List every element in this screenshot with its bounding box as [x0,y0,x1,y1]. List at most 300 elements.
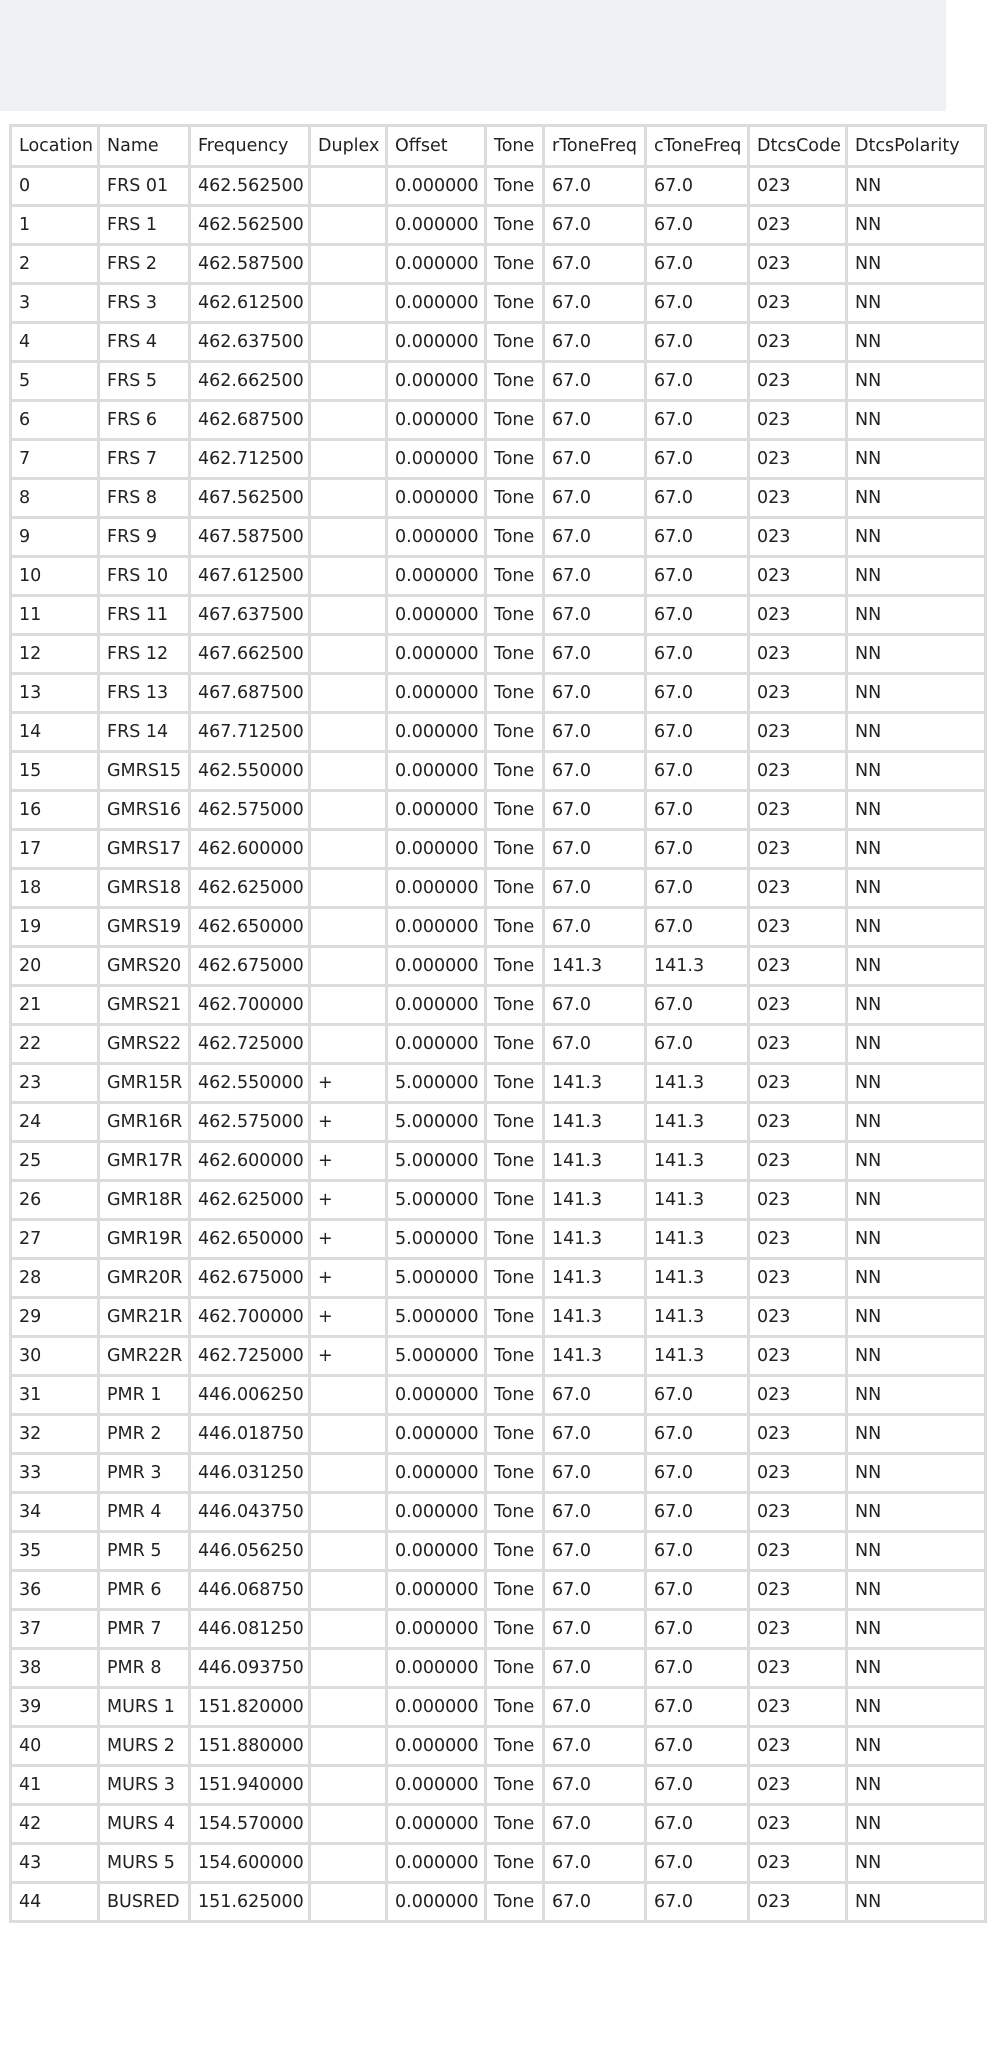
table-row[interactable] [11,947,986,986]
cell-dtcscode[interactable]: 023 [749,1376,847,1415]
cell-duplex[interactable] [310,1649,387,1688]
cell-tone[interactable]: Tone [486,440,544,479]
cell-dtcspolarity[interactable]: NN [847,284,986,323]
cell-name[interactable]: PMR 6 [99,1571,190,1610]
cell-offset[interactable]: 0.000000 [387,1415,486,1454]
cell-name[interactable]: FRS 4 [99,323,190,362]
cell-name[interactable]: PMR 4 [99,1493,190,1532]
cell-rtonefreq[interactable]: 67.0 [544,1844,646,1883]
cell-rtonefreq[interactable]: 67.0 [544,908,646,947]
cell-frequency[interactable]: 462.675000 [190,947,310,986]
cell-name[interactable]: GMR16R [99,1103,190,1142]
cell-dtcspolarity[interactable]: NN [847,1337,986,1376]
cell-duplex[interactable] [310,440,387,479]
cell-offset[interactable]: 0.000000 [387,206,486,245]
cell-rtonefreq[interactable]: 67.0 [544,440,646,479]
cell-dtcspolarity[interactable]: NN [847,674,986,713]
cell-ctonefreq[interactable]: 67.0 [646,1610,749,1649]
cell-location[interactable]: 39 [11,1688,99,1727]
cell-dtcspolarity[interactable]: NN [847,1727,986,1766]
table-row[interactable] [11,908,986,947]
cell-dtcspolarity[interactable]: NN [847,713,986,752]
col-header-rtonefreq[interactable]: rToneFreq [544,126,646,167]
cell-dtcscode[interactable]: 023 [749,986,847,1025]
cell-name[interactable]: FRS 12 [99,635,190,674]
cell-ctonefreq[interactable]: 67.0 [646,518,749,557]
cell-name[interactable]: GMR17R [99,1142,190,1181]
cell-tone[interactable]: Tone [486,1688,544,1727]
cell-dtcspolarity[interactable]: NN [847,518,986,557]
cell-tone[interactable]: Tone [486,1883,544,1922]
cell-name[interactable]: FRS 01 [99,167,190,206]
cell-frequency[interactable]: 462.600000 [190,830,310,869]
cell-location[interactable]: 15 [11,752,99,791]
cell-dtcscode[interactable]: 023 [749,167,847,206]
cell-ctonefreq[interactable]: 67.0 [646,1727,749,1766]
cell-rtonefreq[interactable]: 67.0 [544,1649,646,1688]
cell-frequency[interactable]: 467.612500 [190,557,310,596]
cell-dtcspolarity[interactable]: NN [847,1415,986,1454]
cell-frequency[interactable]: 446.043750 [190,1493,310,1532]
cell-tone[interactable]: Tone [486,1298,544,1337]
cell-rtonefreq[interactable]: 67.0 [544,1883,646,1922]
cell-tone[interactable]: Tone [486,323,544,362]
cell-dtcscode[interactable]: 023 [749,1766,847,1805]
cell-rtonefreq[interactable]: 67.0 [544,323,646,362]
cell-offset[interactable]: 0.000000 [387,1610,486,1649]
cell-name[interactable]: GMR20R [99,1259,190,1298]
cell-duplex[interactable] [310,713,387,752]
cell-ctonefreq[interactable]: 67.0 [646,869,749,908]
cell-offset[interactable]: 0.000000 [387,401,486,440]
cell-dtcscode[interactable]: 023 [749,401,847,440]
cell-name[interactable]: GMRS21 [99,986,190,1025]
cell-location[interactable]: 7 [11,440,99,479]
cell-dtcscode[interactable]: 023 [749,362,847,401]
cell-dtcscode[interactable]: 023 [749,713,847,752]
cell-dtcspolarity[interactable]: NN [847,557,986,596]
cell-dtcscode[interactable]: 023 [749,674,847,713]
cell-location[interactable]: 22 [11,1025,99,1064]
cell-tone[interactable]: Tone [486,1142,544,1181]
cell-dtcspolarity[interactable]: NN [847,206,986,245]
cell-location[interactable]: 41 [11,1766,99,1805]
cell-name[interactable]: PMR 3 [99,1454,190,1493]
cell-dtcspolarity[interactable]: NN [847,1376,986,1415]
cell-tone[interactable]: Tone [486,635,544,674]
table-row[interactable] [11,557,986,596]
table-row[interactable] [11,1649,986,1688]
table-row[interactable] [11,869,986,908]
cell-frequency[interactable]: 446.031250 [190,1454,310,1493]
cell-location[interactable]: 30 [11,1337,99,1376]
cell-tone[interactable]: Tone [486,1571,544,1610]
cell-tone[interactable]: Tone [486,1103,544,1142]
cell-tone[interactable]: Tone [486,284,544,323]
cell-name[interactable]: MURS 3 [99,1766,190,1805]
cell-offset[interactable]: 0.000000 [387,752,486,791]
cell-dtcscode[interactable]: 023 [749,1259,847,1298]
cell-dtcscode[interactable]: 023 [749,869,847,908]
cell-location[interactable]: 3 [11,284,99,323]
cell-rtonefreq[interactable]: 141.3 [544,947,646,986]
cell-tone[interactable]: Tone [486,869,544,908]
cell-tone[interactable]: Tone [486,1220,544,1259]
cell-duplex[interactable]: + [310,1142,387,1181]
cell-offset[interactable]: 0.000000 [387,1688,486,1727]
col-header-name[interactable]: Name [99,126,190,167]
cell-rtonefreq[interactable]: 67.0 [544,869,646,908]
cell-ctonefreq[interactable]: 141.3 [646,1220,749,1259]
cell-rtonefreq[interactable]: 67.0 [544,791,646,830]
cell-dtcscode[interactable]: 023 [749,596,847,635]
cell-frequency[interactable]: 462.562500 [190,206,310,245]
table-row[interactable] [11,284,986,323]
cell-offset[interactable]: 0.000000 [387,245,486,284]
cell-location[interactable]: 28 [11,1259,99,1298]
col-header-frequency[interactable]: Frequency [190,126,310,167]
cell-offset[interactable]: 0.000000 [387,1532,486,1571]
cell-tone[interactable]: Tone [486,1181,544,1220]
cell-duplex[interactable] [310,206,387,245]
cell-tone[interactable]: Tone [486,1610,544,1649]
cell-duplex[interactable] [310,284,387,323]
cell-ctonefreq[interactable]: 67.0 [646,1415,749,1454]
table-row[interactable] [11,1766,986,1805]
cell-location[interactable]: 18 [11,869,99,908]
cell-name[interactable]: GMR22R [99,1337,190,1376]
cell-name[interactable]: FRS 1 [99,206,190,245]
cell-dtcspolarity[interactable]: NN [847,869,986,908]
cell-rtonefreq[interactable]: 141.3 [544,1337,646,1376]
cell-dtcspolarity[interactable]: NN [847,167,986,206]
cell-ctonefreq[interactable]: 67.0 [646,362,749,401]
cell-rtonefreq[interactable]: 67.0 [544,167,646,206]
cell-location[interactable]: 2 [11,245,99,284]
cell-ctonefreq[interactable]: 141.3 [646,1298,749,1337]
cell-name[interactable]: GMRS16 [99,791,190,830]
cell-name[interactable]: FRS 11 [99,596,190,635]
cell-ctonefreq[interactable]: 67.0 [646,206,749,245]
cell-dtcspolarity[interactable]: NN [847,1259,986,1298]
cell-dtcspolarity[interactable]: NN [847,1766,986,1805]
cell-rtonefreq[interactable]: 141.3 [544,1142,646,1181]
col-header-offset[interactable]: Offset [387,126,486,167]
cell-ctonefreq[interactable]: 67.0 [646,791,749,830]
cell-name[interactable]: MURS 5 [99,1844,190,1883]
cell-name[interactable]: FRS 8 [99,479,190,518]
cell-offset[interactable]: 0.000000 [387,167,486,206]
table-row[interactable] [11,830,986,869]
cell-location[interactable]: 43 [11,1844,99,1883]
cell-ctonefreq[interactable]: 67.0 [646,1493,749,1532]
cell-rtonefreq[interactable]: 67.0 [544,635,646,674]
cell-rtonefreq[interactable]: 141.3 [544,1220,646,1259]
cell-name[interactable]: GMRS19 [99,908,190,947]
cell-ctonefreq[interactable]: 67.0 [646,440,749,479]
cell-name[interactable]: GMRS18 [99,869,190,908]
cell-duplex[interactable] [310,596,387,635]
cell-tone[interactable]: Tone [486,1805,544,1844]
cell-frequency[interactable]: 462.700000 [190,1298,310,1337]
table-row[interactable] [11,1454,986,1493]
cell-location[interactable]: 44 [11,1883,99,1922]
cell-location[interactable]: 16 [11,791,99,830]
cell-rtonefreq[interactable]: 141.3 [544,1298,646,1337]
cell-name[interactable]: FRS 7 [99,440,190,479]
cell-frequency[interactable]: 446.006250 [190,1376,310,1415]
cell-frequency[interactable]: 462.650000 [190,1220,310,1259]
cell-duplex[interactable] [310,1766,387,1805]
cell-offset[interactable]: 0.000000 [387,869,486,908]
cell-dtcspolarity[interactable]: NN [847,947,986,986]
cell-duplex[interactable]: + [310,1220,387,1259]
cell-dtcscode[interactable]: 023 [749,1142,847,1181]
cell-location[interactable]: 6 [11,401,99,440]
cell-duplex[interactable] [310,1025,387,1064]
table-row[interactable] [11,206,986,245]
cell-offset[interactable]: 0.000000 [387,1883,486,1922]
cell-offset[interactable]: 0.000000 [387,1493,486,1532]
cell-name[interactable]: MURS 2 [99,1727,190,1766]
cell-ctonefreq[interactable]: 67.0 [646,1025,749,1064]
cell-frequency[interactable]: 462.575000 [190,791,310,830]
cell-name[interactable]: PMR 2 [99,1415,190,1454]
cell-location[interactable]: 29 [11,1298,99,1337]
cell-duplex[interactable] [310,1571,387,1610]
cell-frequency[interactable]: 462.587500 [190,245,310,284]
cell-offset[interactable]: 5.000000 [387,1064,486,1103]
cell-frequency[interactable]: 462.700000 [190,986,310,1025]
cell-duplex[interactable] [310,1610,387,1649]
cell-offset[interactable]: 0.000000 [387,674,486,713]
cell-rtonefreq[interactable]: 67.0 [544,245,646,284]
cell-rtonefreq[interactable]: 141.3 [544,1064,646,1103]
cell-offset[interactable]: 0.000000 [387,596,486,635]
cell-offset[interactable]: 0.000000 [387,362,486,401]
cell-dtcspolarity[interactable]: NN [847,323,986,362]
cell-location[interactable]: 20 [11,947,99,986]
table-row[interactable] [11,1298,986,1337]
cell-duplex[interactable] [310,1493,387,1532]
cell-dtcscode[interactable]: 023 [749,791,847,830]
cell-location[interactable]: 17 [11,830,99,869]
cell-tone[interactable]: Tone [486,167,544,206]
cell-location[interactable]: 36 [11,1571,99,1610]
cell-rtonefreq[interactable]: 67.0 [544,206,646,245]
cell-ctonefreq[interactable]: 141.3 [646,1259,749,1298]
cell-tone[interactable]: Tone [486,1337,544,1376]
cell-name[interactable]: FRS 3 [99,284,190,323]
cell-offset[interactable]: 0.000000 [387,1844,486,1883]
cell-dtcspolarity[interactable]: NN [847,1025,986,1064]
cell-rtonefreq[interactable]: 67.0 [544,1610,646,1649]
cell-duplex[interactable] [310,830,387,869]
cell-tone[interactable]: Tone [486,479,544,518]
cell-rtonefreq[interactable]: 67.0 [544,1415,646,1454]
cell-frequency[interactable]: 446.093750 [190,1649,310,1688]
cell-dtcspolarity[interactable]: NN [847,1805,986,1844]
cell-ctonefreq[interactable]: 67.0 [646,1766,749,1805]
cell-rtonefreq[interactable]: 67.0 [544,830,646,869]
cell-name[interactable]: PMR 1 [99,1376,190,1415]
cell-dtcspolarity[interactable]: NN [847,440,986,479]
cell-dtcscode[interactable]: 023 [749,1415,847,1454]
cell-tone[interactable]: Tone [486,596,544,635]
cell-ctonefreq[interactable]: 67.0 [646,323,749,362]
cell-dtcspolarity[interactable]: NN [847,752,986,791]
table-row[interactable] [11,674,986,713]
cell-ctonefreq[interactable]: 67.0 [646,1454,749,1493]
cell-ctonefreq[interactable]: 67.0 [646,1844,749,1883]
cell-dtcscode[interactable]: 023 [749,557,847,596]
cell-rtonefreq[interactable]: 67.0 [544,1454,646,1493]
cell-name[interactable]: PMR 5 [99,1532,190,1571]
cell-location[interactable]: 33 [11,1454,99,1493]
cell-name[interactable]: GMRS22 [99,1025,190,1064]
cell-dtcscode[interactable]: 023 [749,1220,847,1259]
cell-offset[interactable]: 5.000000 [387,1181,486,1220]
cell-dtcscode[interactable]: 023 [749,1610,847,1649]
cell-duplex[interactable] [310,323,387,362]
cell-duplex[interactable] [310,635,387,674]
cell-frequency[interactable]: 462.625000 [190,869,310,908]
cell-duplex[interactable]: + [310,1064,387,1103]
cell-ctonefreq[interactable]: 67.0 [646,167,749,206]
cell-offset[interactable]: 0.000000 [387,635,486,674]
table-row[interactable] [11,752,986,791]
cell-location[interactable]: 37 [11,1610,99,1649]
cell-ctonefreq[interactable]: 67.0 [646,1688,749,1727]
cell-name[interactable]: FRS 10 [99,557,190,596]
cell-dtcspolarity[interactable]: NN [847,1571,986,1610]
cell-dtcscode[interactable]: 023 [749,1727,847,1766]
cell-dtcscode[interactable]: 023 [749,1571,847,1610]
table-row[interactable] [11,167,986,206]
cell-rtonefreq[interactable]: 67.0 [544,1688,646,1727]
cell-tone[interactable]: Tone [486,1493,544,1532]
cell-name[interactable]: GMR21R [99,1298,190,1337]
cell-rtonefreq[interactable]: 67.0 [544,596,646,635]
cell-dtcspolarity[interactable]: NN [847,635,986,674]
cell-ctonefreq[interactable]: 67.0 [646,1805,749,1844]
cell-frequency[interactable]: 446.068750 [190,1571,310,1610]
table-row[interactable] [11,1883,986,1922]
cell-ctonefreq[interactable]: 67.0 [646,1649,749,1688]
cell-duplex[interactable] [310,1727,387,1766]
cell-rtonefreq[interactable]: 67.0 [544,1376,646,1415]
cell-tone[interactable]: Tone [486,1844,544,1883]
cell-dtcscode[interactable]: 023 [749,284,847,323]
cell-duplex[interactable] [310,1415,387,1454]
cell-dtcspolarity[interactable]: NN [847,986,986,1025]
cell-location[interactable]: 25 [11,1142,99,1181]
table-row[interactable] [11,1805,986,1844]
cell-ctonefreq[interactable]: 67.0 [646,1883,749,1922]
cell-location[interactable]: 11 [11,596,99,635]
cell-name[interactable]: FRS 13 [99,674,190,713]
cell-dtcscode[interactable]: 023 [749,1298,847,1337]
cell-duplex[interactable] [310,947,387,986]
table-row[interactable] [11,1337,986,1376]
cell-frequency[interactable]: 462.550000 [190,1064,310,1103]
cell-dtcspolarity[interactable]: NN [847,1649,986,1688]
cell-dtcspolarity[interactable]: NN [847,401,986,440]
cell-duplex[interactable] [310,1454,387,1493]
cell-name[interactable]: GMR18R [99,1181,190,1220]
cell-duplex[interactable] [310,1532,387,1571]
cell-duplex[interactable] [310,1805,387,1844]
cell-rtonefreq[interactable]: 67.0 [544,284,646,323]
cell-frequency[interactable]: 462.625000 [190,1181,310,1220]
table-row[interactable] [11,1181,986,1220]
table-row[interactable] [11,1688,986,1727]
cell-dtcscode[interactable]: 023 [749,206,847,245]
cell-rtonefreq[interactable]: 67.0 [544,1727,646,1766]
cell-offset[interactable]: 0.000000 [387,1766,486,1805]
cell-rtonefreq[interactable]: 67.0 [544,401,646,440]
cell-name[interactable]: FRS 6 [99,401,190,440]
cell-ctonefreq[interactable]: 141.3 [646,947,749,986]
col-header-ctonefreq[interactable]: cToneFreq [646,126,749,167]
cell-dtcspolarity[interactable]: NN [847,1064,986,1103]
cell-offset[interactable]: 5.000000 [387,1259,486,1298]
cell-tone[interactable]: Tone [486,518,544,557]
cell-dtcspolarity[interactable]: NN [847,362,986,401]
cell-tone[interactable]: Tone [486,713,544,752]
cell-frequency[interactable]: 462.612500 [190,284,310,323]
cell-frequency[interactable]: 462.725000 [190,1025,310,1064]
cell-dtcscode[interactable]: 023 [749,908,847,947]
cell-frequency[interactable]: 467.562500 [190,479,310,518]
cell-location[interactable]: 12 [11,635,99,674]
cell-duplex[interactable] [310,1688,387,1727]
cell-tone[interactable]: Tone [486,245,544,284]
cell-frequency[interactable]: 462.562500 [190,167,310,206]
cell-ctonefreq[interactable]: 67.0 [646,908,749,947]
cell-frequency[interactable]: 154.600000 [190,1844,310,1883]
cell-dtcspolarity[interactable]: NN [847,1844,986,1883]
table-row[interactable] [11,440,986,479]
cell-frequency[interactable]: 446.081250 [190,1610,310,1649]
cell-dtcspolarity[interactable]: NN [847,1298,986,1337]
cell-offset[interactable]: 5.000000 [387,1103,486,1142]
cell-tone[interactable]: Tone [486,1064,544,1103]
cell-offset[interactable]: 0.000000 [387,947,486,986]
cell-frequency[interactable]: 467.712500 [190,713,310,752]
cell-tone[interactable]: Tone [486,1259,544,1298]
cell-offset[interactable]: 0.000000 [387,1649,486,1688]
cell-rtonefreq[interactable]: 67.0 [544,1766,646,1805]
cell-dtcspolarity[interactable]: NN [847,1454,986,1493]
cell-name[interactable]: PMR 7 [99,1610,190,1649]
cell-rtonefreq[interactable]: 141.3 [544,1259,646,1298]
cell-duplex[interactable] [310,1844,387,1883]
cell-dtcspolarity[interactable]: NN [847,1493,986,1532]
cell-offset[interactable]: 0.000000 [387,1805,486,1844]
cell-offset[interactable]: 0.000000 [387,986,486,1025]
cell-duplex[interactable] [310,869,387,908]
cell-duplex[interactable] [310,557,387,596]
table-row[interactable] [11,1220,986,1259]
cell-location[interactable]: 5 [11,362,99,401]
cell-ctonefreq[interactable]: 141.3 [646,1064,749,1103]
cell-tone[interactable]: Tone [486,1415,544,1454]
cell-frequency[interactable]: 151.880000 [190,1727,310,1766]
cell-dtcscode[interactable]: 023 [749,1181,847,1220]
table-row[interactable] [11,401,986,440]
table-row[interactable] [11,1571,986,1610]
